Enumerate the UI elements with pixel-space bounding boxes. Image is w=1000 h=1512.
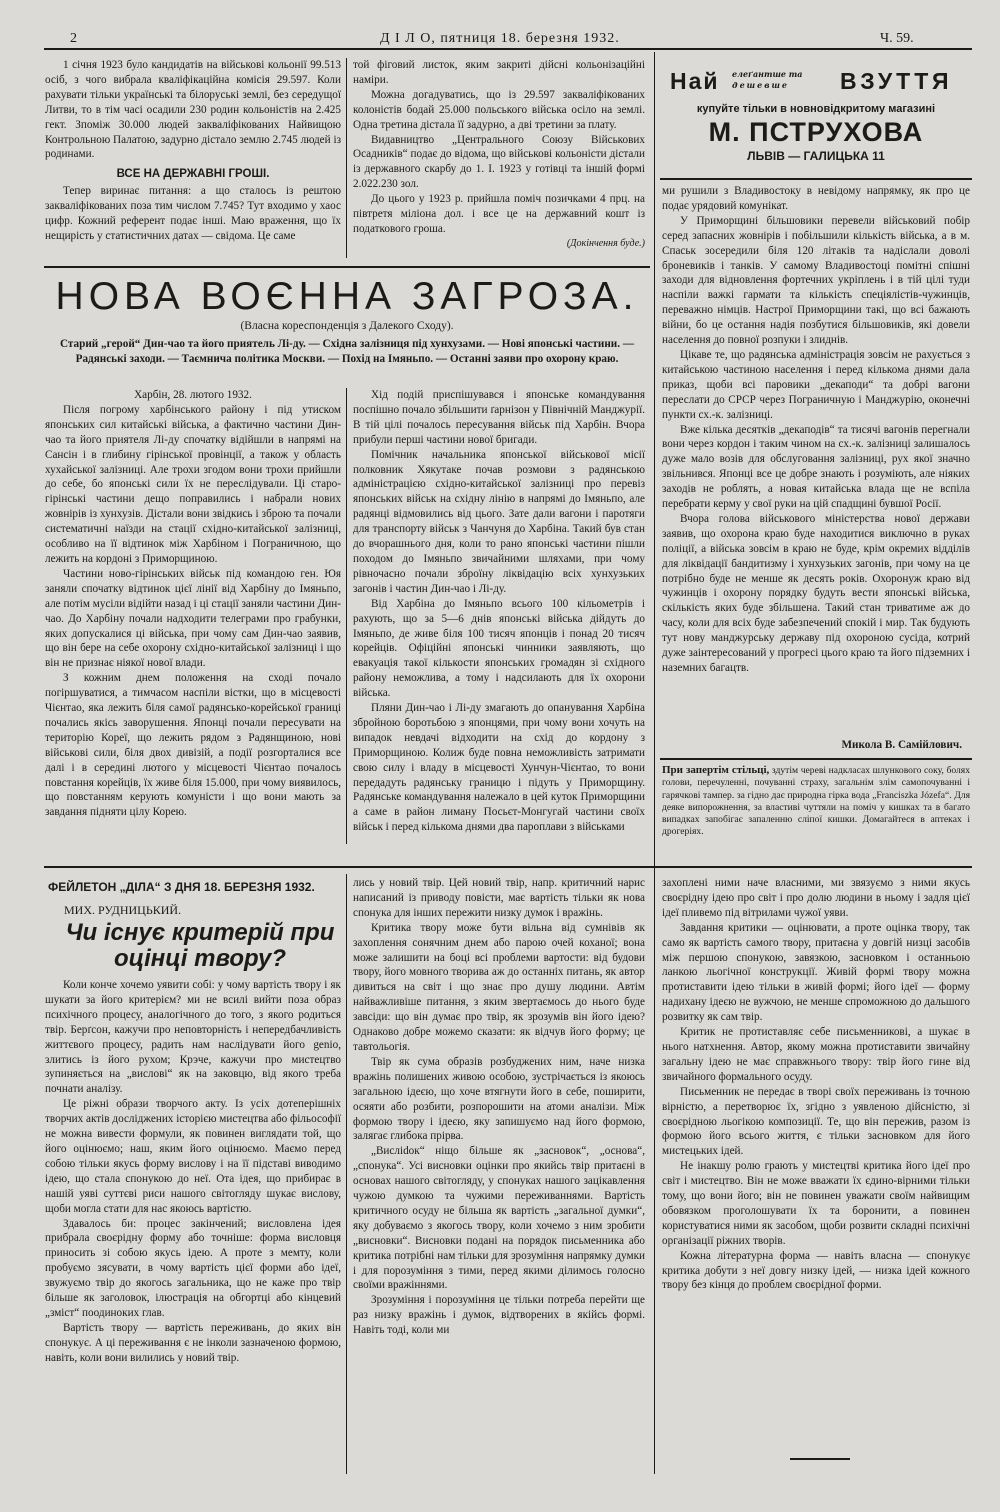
- right-article-para: У Приморщині більшовики перевели військовий побір серед запасних жовнірів і побільшили кількість війська, а в м. Спаськ зосередили біля 120 літаків та надіслали доволі броневиків і танків. У самому Владивостоці помітні спішні заходи для відновлення фортечних укріплень і в тій цілі туди наспіли важкі гармати та кількість спеціялістів-чужинців, переважно німців. Настрої Приморщини такі, що всі бажають війни, бо це остання надія позбутися більшовиків, які довели населення до повної розпуки і злиднів.: [662, 214, 970, 347]
- mineral-water-notice: [662, 764, 970, 864]
- feuilleton-para: Критик не протиставляє себе письменникові, а шукає в нього натхнення. Автор, якому можна протиставити звичайну загальну ідею не має справжнього твору: твір його гине від звичайного формального осуду.: [662, 1026, 970, 1083]
- top-article-para: Видавництво „Центрального Союзу Військових Осадників“ подає до відома, що військові кольоністи дістали із державного скарбу до 1. І. 1923 у готівці та іншій формі 2.022.230 зол.: [353, 133, 645, 191]
- top-article-para: Можна догадуватись, що із 29.597 закваліфікованих колоністів бодай 25.000 польського війська осіло на землі. Одна третина дістала її задурно, а дві третини за плату.: [353, 88, 645, 131]
- end-ornament: [790, 1458, 850, 1460]
- ad-prefix: Най: [670, 68, 720, 94]
- notice-rule: [660, 758, 972, 760]
- ad-address: ЛЬВІВ — ГАЛИЦЬКА 11: [747, 149, 885, 163]
- feuilleton-para: „Висліdок“ ніщо більше як „засновок“, „основа“, „спонука“. Усі висновки оцінки про якийсь твір притаєні в основах нашого світогляду, у спонуках нашого зацікавлення чужою думкою та чужими переживаннями. Вартість критичного осуду не більша як вартість „загальної думки“, яку добуваємо з якогось твору, коли хочемо з ним зробити „висновки“. Висновки подані на порядок письменника або критика потрібні нам тільки для зрозуміння напрямку думки і для порозуміння з тими, перед якими ділимось голосно своїми вражіннями.: [353, 1145, 645, 1292]
- right-article-para: Вже кілька десятків „декаподів“ та тисячі вагонів перегнали вони через кордон і таким чином на сх.-к. залізниці залишалось дуже мало возів для обслуговання залізниці, рух якої значно звільнився. Японці все це добре знають і розуміють, але ніяких заходів не роблять, а новая китайська влада ще не вспіла перебрати керму у свої руки на цій спадщині бувшої Росії.: [662, 423, 970, 511]
- header-rule: [44, 48, 972, 50]
- article-rule: [44, 266, 650, 268]
- feuilleton-para: Не інакшу ролю грають у мистецтві критика його ідеї про світ і мистецтво. Він не може вважати їх єдино-вірними тільки тому, що вони його; він не повинен уважати своїм найвищим обовязком проголошувати їх та боронити, а повинен користуватися ними як засобом, щоби розвити складні психічні організації ріжних творів.: [662, 1160, 970, 1247]
- right-article-col: [662, 184, 970, 746]
- right-article-para: ми рушили з Владивостоку в невідому напрямку, як про це подає урядовий комунікат.: [662, 185, 970, 212]
- main-article-para: Хід подій приспішувався і японське командування поспішно почало збільшити ґарнізон у Північній Манджурії. В тій цілі почалось пересування військ під Харбін. Вчора прибули перші частини нової бригади.: [353, 389, 645, 446]
- feuilleton-col3: [662, 876, 970, 1454]
- feuilleton-para: Кожна літературна форма — навіть власна — спонукує критика добути з неї довгу низку ідей, — низка ідей кожного твору без кінця до проблем своєрідної форми.: [662, 1249, 970, 1292]
- top-article-para: 1 січня 1923 було кандидатів на військові кольонії 99.513 осіб, з чого вибрала кваліфікаційна комісія 29.597. Коли рахувати тільки українські та білоруські землі, без середущої Литви, то в тім часі осадили 230 родин кольоністів на 2.425 гект. Зпоміж 30.000 людей закваліфікованих Найвищою Контрольною Палатою, задурно дістало землю 2.745 людей із родинами.: [45, 59, 341, 161]
- main-article-para: Від Харбіна до Імяньпо всього 100 кільометрів і рахують, що за 5—6 днів японські війська дійдуть до Імяньпо, де живе біля 100 тисяч японців і понад 20 тисяч корейців. Офіційні японські чинники заявляють, що евакуація такої кількости японських громадян зі східного району неможлива, а тому і надсилають для їх охорони війська.: [353, 597, 645, 700]
- column-divider: [346, 874, 347, 1474]
- ad-shop-name: М. ПСТРУХОВА: [708, 117, 924, 147]
- article-correspondent: (Власна кореспонденція з Далекого Сходу).: [240, 320, 454, 332]
- top-article-para: До цього у 1923 р. прийшла поміч позичками 4 прц. на півтретя міліона дол. і все це на державний кошт із податкового гроша.: [353, 193, 645, 235]
- to-be-continued: (Докінчення буде.): [566, 237, 645, 249]
- article-dateline: Харбін, 28. лютого 1932.: [134, 389, 252, 401]
- column-divider: [654, 874, 655, 1474]
- article-lead: Старий „герой“ Дин-чао та його приятель Лі-ду. — Східна залізниця під хунхузами. — Нові японські частини. — Радянські заходи. — Таємнича політика Москви. — Похід на Імяньпо. — Останні заяви про охорону краю.: [59, 338, 635, 365]
- issue-number: Ч. 59.: [880, 31, 914, 46]
- ad-tag-top: елеґантше та: [732, 69, 803, 79]
- main-article-para: Частини ново-гірінських військ під командою ген. Юя заняли спочатку відтинок цієї лінії від Харбіну до Імяньпо, але потім мусіли відійти назад і ці стації заняли частини Дин-чао. До Харбіну почали надходити телеграми про грабунки, яких допускалися ці війська, при чому сам Дин-чао заявив, що він бере на себе охорону східно-китайської залізниці і що він не признає ніякої нової влади.: [45, 567, 341, 670]
- feuilleton-col2: [353, 876, 645, 1478]
- column-divider: [346, 58, 347, 258]
- feuilleton-para: Це ріжні образи творчого акту. Із усіх дотеперішніх творчих актів досліджених історією мистецтва або фільософії не можна вивести формули, як повинен виглядати той, що його оцінюємо; наш, яким його оцінюємо. Маємо перед собою тільки якусь форму вислову і на її підставі виводимо ідею, що стала спонукою до неї. Ота ідея, що прибирає в нашій уяві суттєві риси нашого світогляду шукає вислову, щоби могла стати для нас якоюсь вартістю.: [45, 1098, 341, 1215]
- feuilleton-col1: [45, 978, 341, 1478]
- right-article-para: Вчора голова військового міністерства нової держави заявив, що охорона краю буде находитися виключно в руках поліції, а війська зовсім в краю не буде, крім окремих відділів для ліквідації бандитизму і хунхузьких загонів, при чому на це потрібно буде не менше як десять років. Охоронуж краю від чужинців і охорону порядку будуть вести японські війська, скількість яких буде збільшена. Такий стан триватиме аж до часу, коли для всіх буде забезпечений спокій і мир. Так будують тут нову манджурську державу під охороною сусіда, котрий дуже заінтересований у прогресі цього краю та його підземних і наземних багацтв.: [662, 512, 970, 674]
- feuilleton-para: Здавалось би: процес закінчений; висловлена ідея прибрала своєрідну форму або точніше: форма висловця приносить зі собою якусь ідею. А проте з мемту, коли пробуємо зясувати, в чому вартість цієї форми або ідеї, звужуємо твір до якогось загальника, що не каже про твір більше як заголовок, ілюстрація на обгортці або кінцевий „зміст“ поодиноких глав.: [45, 1217, 341, 1319]
- notice-lead: При запертім стільці,: [662, 764, 770, 776]
- right-article-para: Цікаве те, що радянська адміністрація зовсім не рахується з китайською частиною населення і перед кількома днями дала приказ, щоби всі паровики „декаподи“ та добрі вагони переслати до СРСР через Пограничную і Манджурію, оконечні пункти сх.-к. залізниці.: [662, 348, 970, 421]
- feuilleton-para: лись у новий твір. Цей новий твір, напр. критичний нарис написаний із приводу повісти, має вартість тільки як нова спонука для інших пережити низку думок і вражінь.: [353, 877, 645, 919]
- feuilleton-author: МИХ. РУДНИЦЬКИЙ.: [64, 903, 182, 917]
- feuilleton-para: Критика твору може бути вільна від сумнівів як захоплення сонячним днем або парою очей коханої; вона може залишити на боці всі проблеми вартости: від будови твору, його мовного творива аж до останніх питань, як автор дивиться на світ і що знає про душу людини. Автім найважливіше питання, з яким звертаємось до нього буде завсіди: що він думає про твір, як зрозумів він його ідею? Однаково добре можемо сказати: як відчув його форму; це тавтольогія.: [353, 921, 645, 1053]
- feuilleton-title: Чи існує критерій при оцінці твору?: [65, 919, 335, 972]
- notice-text: здутім череві надкласах шлункового соку, болях голови, перечуленні, почуванні страху, загальнім злім самопочуванні і гарячкові тампер. за гідно дає природна гірка вода „Franciszka Józefa“. Для деяке випорожнення, за властиві чуттяли на поміч у кишках та в багато випадках запобігає запаленню сліпої кишки. Домагайтеся в аптеках і дрогеріях.: [662, 765, 970, 838]
- column-divider: [346, 388, 347, 844]
- top-article-col2: [353, 58, 645, 262]
- feuilleton-para: Письменник не передає в творі своїх переживань із точною вірністю, а перетворює їх, згідно з уявленою дійсністю, зі своєрідною льогікою композиції. Те, що він пережив, разом із формою його всього життя, є тільки засновком для його мистецьких ідей.: [662, 1085, 970, 1158]
- top-article-para: той фіговий листок, яким закриті дійсні кольонізаційні наміри.: [353, 59, 645, 86]
- top-article-subhead: ВСЕ НА ДЕРЖАВНІ ГРОШІ.: [116, 168, 270, 181]
- shoe-ad: [660, 56, 972, 180]
- top-article-para: Тепер виринає питання: а що сталось із рештою закваліфікованих поза тим числом 7.745? Тут входимо у хаос цифр. Кожний референт подає інші. Маю враження, що їх нещирість у статистичних датах — свідома. Це саме: [45, 185, 341, 242]
- main-article-col2: [353, 388, 645, 844]
- main-article-col1: [45, 388, 341, 844]
- ad-tag-bottom: дешевше: [732, 80, 790, 90]
- article-title: НОВА ВОЄННА ЗАГРОЗА.: [55, 275, 639, 318]
- page-number: 2: [70, 31, 77, 46]
- feuilleton-rule: [44, 866, 972, 868]
- feuilleton-para: Зрозуміння і порозуміння це тільки потреба перейти ще раз низку вражінь і думок, відтворених в якійсь формі. Навіть тоді, коли ми: [353, 1294, 645, 1337]
- masthead: Д І Л О, пятниця 18. березня 1932.: [380, 31, 620, 46]
- feuilleton-para: Завдання критики — оцінювати, а проте оцінка твору, так само як вартість самого твору, притаєна у довгій низці засобів між першою спонукою, завязкою, засновком і останньою ланкою льогічної конструкції. Живій формі твору можна протиставити ідею тільки в живій формі; його ідеї — форму надихану ідеєю не вужчою, не менше спроможною до дальшого розвитку як сам твір.: [662, 921, 970, 1024]
- feuilleton-header: ФЕЙЛЕТОН „ДІЛА“ З ДНЯ 18. БЕРЕЗНЯ 1932.: [48, 880, 315, 894]
- feuilleton-para: Твір як сума образів розбуджених ним, наче низка вражінь полишених живою особою, зустрічається із якоюсь загальною ідеєю, що хоче втягнути його в себе, поширити, осяяти або розбити, розпорошити на атоми аналізи. Між формою твору і ідеєю, яку запишуємо над його формою, залягає глибока прірва.: [353, 1055, 645, 1143]
- ad-line: купуйте тільки в новновідкритому магазині: [696, 103, 936, 115]
- feuilleton-para: Вартість твору — вартість переживань, до яких він спонукує. А ці переживання є не інколи зазначеною формою, навіть, коли вони вилились у новий твір.: [45, 1321, 341, 1364]
- top-article-col1: [45, 58, 341, 262]
- main-article-para: Пляни Дин-чао і Лі-ду змагають до опанування Харбіна збройною боротьбою з японцями, при чому вони хочуть на випадок невдачі відходити на схід до кордону з Приморщиною. Колиж буде повна неможливість затримати свою силу і владу в місцевості Хунчун-Чієнтао, то вони передадуть радянську границю і підуть у Приморщину. Радянське командування належало в цей куток Приморщини а саме в район лиману Посьєт-Монгугай частини своїх військ і перед кількома днями два пароплави з військами: [353, 702, 645, 834]
- main-article-para: З кожним днем положення на сході почало погіршуватися, а тимчасом наспіли вістки, що в місцевості Чієнтао, яка лежить біля самої радянсько-корейської границі почались якісь заворушення. Японці почали пересувати на територію Кореї, що лежить рядом з Радянщиною, нові військові сили, біля двох дивізій, а події розгорталися все далі і в середині лютого у місцевості Чієнтао почалось повстання корейців, їх живе біля 15.000, при чому виявилось, що повстанням керують комуністи і що вони мають за завдання підняти цілу Корею.: [45, 672, 341, 819]
- feuilleton-para: Коли конче хочемо уявити собі: у чому вартість твору і як шукати за його критерієм? ми не всилі вийти поза образ психічного процесу, аналогічного до того, з якого родиться твір. Берґсон, кажучи про неповторність і непередбачливість життєвого процесу, радить нам наслідувати його genio, злитись із його рухом; Крэче, кажучи про мистецтво зупиняється на „вислові“ як на заковцю, від якого треба почнати аналізу.: [45, 979, 341, 1096]
- main-article-para: Після погрому харбінського району і під утиском японських сил китайські війська, а фактично частини Дин-чао та його приятеля Лі-ду спочатку відійшли в напрямі на Сансін і в глибину гірінської провінції, а також у область хухайської залізниці. Але трохи згодом вони трохи прийшли до себе, бо японські сили їх не переслідували. Ці старо-гірінські частини дещо поправились і набрали нових жовнірів із хунхузів. Дістали вони звідкись і зброю та почали систематичні наїзди на стації східно-китайської залізниці, особливо на її відтинок між Харбіном і Пограничною, що лежить на кордоні з Приморщиною.: [45, 403, 341, 565]
- feuilleton-para: захоплені ними наче власними, ми звязуємо з ними якусь своєрідну ідею про світ і про долю людини в ньому і задля цієї ідеї пливемо під вітрилами чужої уяви.: [662, 877, 970, 919]
- ad-word: ВЗУТТЯ: [840, 68, 953, 94]
- signature: Микола В. Самійлович.: [841, 739, 962, 751]
- main-article-para: Помічник начальника японської військової місії полковник Хякутаке почав розмови з радянською адміністрацією східно-китайської залізниці про перевіз японських військ на східну лінію в напрямі до Імяньпо, але радянці відмовились від цього. Зате дали вагони і паротяги для транспорту військ з Чанчуня до Харбіна. Такий був стан до вчорашнього дня, коли то рано японські частини пішли походом до Імяньпо звичайними шляхами, при чому рівночасно почали зброїну ліквідацію всіх хунхузьких загонів і частин Дин-чао і Лі-ду.: [353, 448, 645, 595]
